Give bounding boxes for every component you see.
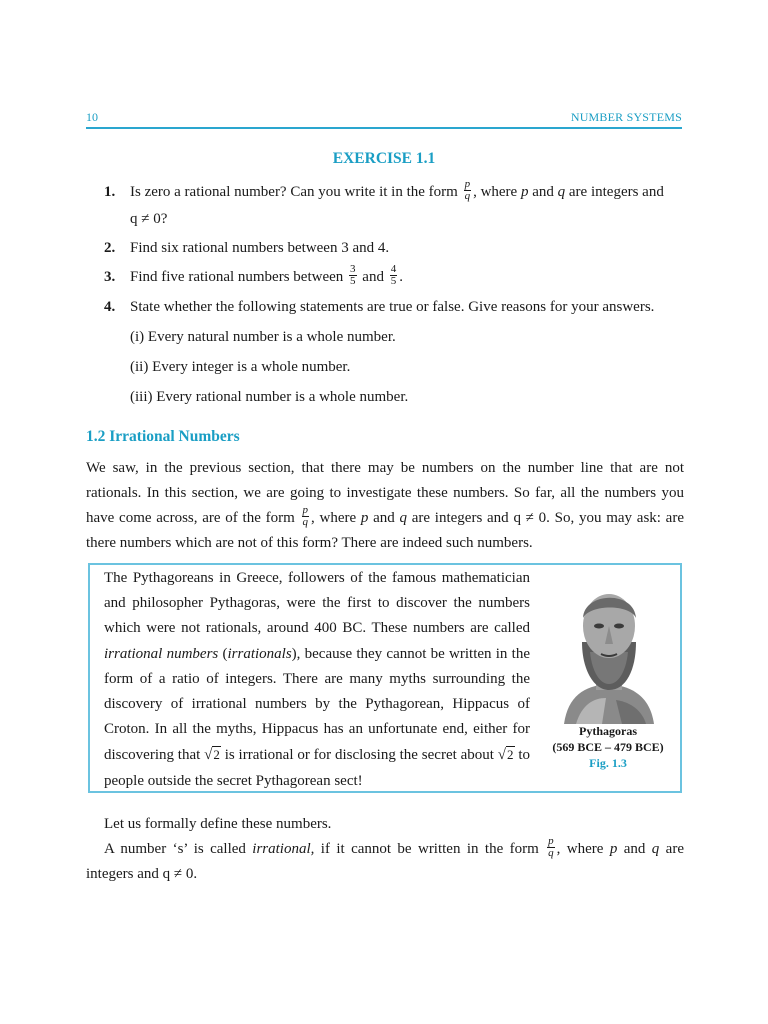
question-4: 4. State whether the following statements are true or false. Give reasons for your answers. [104, 296, 682, 318]
question-text: State whether the following statements are true or false. Give reasons for your answers. [130, 299, 655, 315]
history-box-text: The Pythagoreans in Greece, followers of the famous mathematician and philosopher Pythagoras, were the first to discover the numbers which were not rationals, around 400 BC. These numbers are called irrational numbers (irrationals), because they cannot be written in the form of a ratio of integers. There are many myths surrounding the discovery of irrational numbers by the Pythagorean, Hippacus of Croton. In all the myths, Hippacus has an unfortunate end, either for discovering that √2 is irrational or for disclosing the secret about √2 to people outside the secret Pythagorean sect! [104, 570, 530, 789]
sqrt-2: √2 [497, 747, 514, 764]
closing-line-1: Let us formally define these numbers. [104, 816, 332, 832]
question-3: 3. Find five rational numbers between $\frac{3}{5}$ and $\frac{4}{5}$ . [104, 266, 682, 289]
question-2: 2. Find six rational numbers between 3 and 4. [104, 237, 682, 259]
section-title: 1.2 Irrational Numbers [86, 428, 240, 445]
definition-paragraph: A number ‘s’ is called irrational, if it cannot be written in the form $\frac{p}{q}$ , where p and q are integers and q ≠ 0. [86, 835, 684, 882]
fraction-p-over-q: $\frac{p}{q}$ [302, 504, 308, 529]
running-title: NUMBER SYSTEMS [570, 110, 682, 124]
question-number: 1. [104, 184, 116, 200]
caption-dates: (569 BCE – 479 BCE) [552, 740, 664, 754]
fraction-four-fifths: $\frac{4}{5}$ [390, 263, 397, 288]
question-1 [104, 178, 682, 230]
sub-question-iii: (iii) Every rational number is a whole number. [130, 389, 409, 405]
fraction-three-fifths: $\frac{3}{5}$ [350, 263, 356, 288]
page-number: 10 [86, 110, 98, 124]
sqrt-2: √2 [204, 747, 220, 764]
fraction-p-over-q: $\frac{p}{q}$ [464, 178, 471, 203]
question-text: Find five rational numbers between $\frac{3}{5}$ and $\frac{4}{5}$ . [130, 263, 403, 288]
sub-question-i: (i) Every natural number is a whole number. [130, 329, 396, 345]
section-paragraph: We saw, in the previous section, that there may be numbers on the number line that are not rationals. In this section, we are going to investigate these numbers. So far, all the numbers you have come across, are of the form $\frac{p}{q}$ , where p and q are integers and q ≠ 0. So, you may ask: are there numbers which are not of this form? There are indeed such numbers. [86, 460, 684, 551]
figure-caption [540, 723, 676, 771]
running-head [86, 110, 682, 128]
question-text: Find six rational numbers between 3 and 4. [130, 240, 390, 256]
pythagoras-bust-image [556, 574, 660, 724]
header-rule [86, 127, 682, 129]
caption-figure-number: Fig. 1.3 [589, 756, 627, 770]
question-text: Is zero a rational number? Can you write it in the form $\frac{p}{q}$ , where p and q are integers and [130, 178, 664, 203]
question-text-line2: q ≠ 0? [130, 211, 168, 228]
caption-name: Pythagoras [579, 724, 637, 738]
fraction-p-over-q: $\frac{p}{q}$ [548, 835, 554, 860]
sub-question-ii: (ii) Every integer is a whole number. [130, 359, 351, 375]
exercise-title: EXERCISE 1.1 [332, 150, 436, 167]
